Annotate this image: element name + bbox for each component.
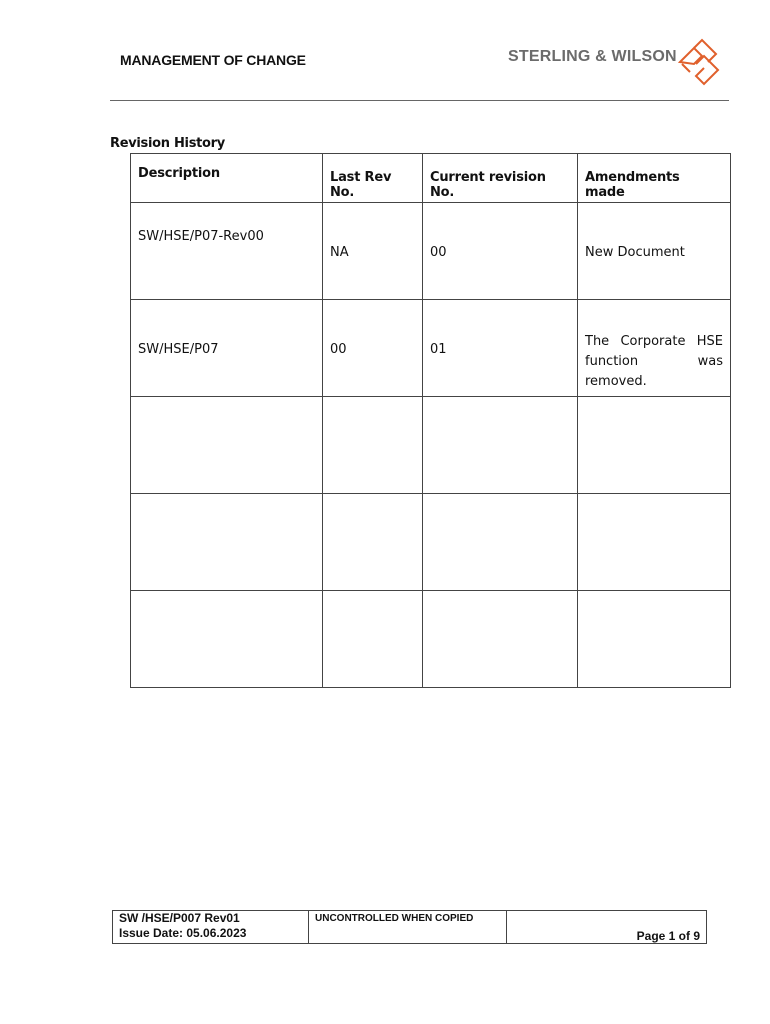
table-cell <box>423 397 578 494</box>
table-row <box>131 203 731 300</box>
logo-wordmark: STERLING & WILSON <box>508 48 677 65</box>
table-cell <box>131 397 323 494</box>
table-cell <box>131 494 323 591</box>
table-cell <box>323 494 423 591</box>
table-cell: 00 <box>423 203 578 300</box>
footer-doc-ref: SW /HSE/P007 Rev01 <box>119 911 240 925</box>
table-cell: 01 <box>423 300 578 397</box>
column-header: Last Rev No. <box>323 154 423 203</box>
footer-doc-info <box>113 911 309 944</box>
section-heading: Revision History <box>110 136 225 151</box>
table-cell: SW/HSE/P07 <box>131 300 323 397</box>
table-row <box>131 300 731 397</box>
footer-control-note: UNCONTROLLED WHEN COPIED <box>309 911 507 944</box>
table-cell <box>578 591 731 688</box>
footer-page-number: Page 1 of 9 <box>507 911 707 944</box>
table-cell <box>578 397 731 494</box>
table-cell <box>423 494 578 591</box>
column-header: Description <box>131 154 323 203</box>
table-cell: SW/HSE/P07-Rev00 <box>131 203 323 300</box>
header-divider <box>110 100 729 101</box>
table-cell <box>323 397 423 494</box>
revision-history-table <box>130 153 731 688</box>
logo-mark-icon <box>676 36 722 88</box>
table-cell <box>323 591 423 688</box>
table-cell <box>131 591 323 688</box>
column-header: Current revision No. <box>423 154 578 203</box>
table-row <box>131 397 731 494</box>
table-cell: New Document <box>578 203 731 300</box>
column-header: Amendments made <box>578 154 731 203</box>
footer-issue-date: Issue Date: 05.06.2023 <box>119 926 247 940</box>
table-cell: The Corporate HSE function was removed. <box>578 300 731 397</box>
page-footer <box>112 910 707 944</box>
table-cell <box>578 494 731 591</box>
document-title: MANAGEMENT OF CHANGE <box>120 52 306 68</box>
table-cell: NA <box>323 203 423 300</box>
table-cell: 00 <box>323 300 423 397</box>
table-row <box>131 591 731 688</box>
company-logo <box>508 36 723 88</box>
table-header-row <box>131 154 731 203</box>
table-row <box>131 494 731 591</box>
table-cell <box>423 591 578 688</box>
